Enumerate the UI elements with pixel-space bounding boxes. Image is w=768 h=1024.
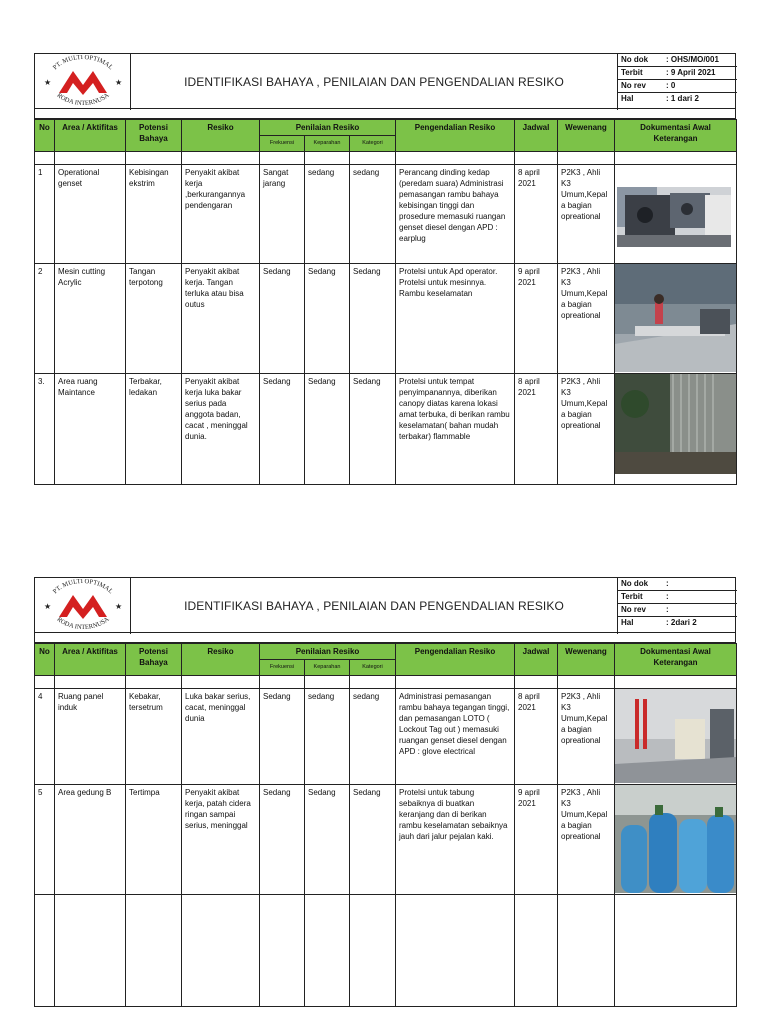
- form-header: [34, 577, 736, 633]
- table-row: 5 Area gedung B Tertimpa Penyakit akibat kerja, patah cidera ringan sampai serius, meninggal Sedang Sedang Sedang Protelsi untuk tabung sebaiknya di buatkan keranjang dan di berikan rambu keselamatan sebaiknya jauh dari jalur pejalan kaki. 9 april 2021 P2K3 , Ahli K3 Umum,Kepala bagian opreational: [35, 785, 737, 895]
- table-row: 2 Mesin cutting Acrylic Tangan terpotong Penyakit akibat kerja. Tangan terluka atau bisa outus Sedang Sedang Sedang Protelsi untuk Apd operator. Protelsi untuk mesinnya. Rambu keselamatan 9 april 2021 P2K3 , Ahli K3 Umum,Kepala bagian opreational: [35, 264, 737, 374]
- svg-text:RODA INTERNUSA: RODA INTERNUSA: [55, 615, 111, 632]
- table-row: 3. Area ruang Maintance Terbakar, ledakan Penyakit akibat kerja luka bakar serius pada anggota badan, cacat , meninggal dunia. Sedang Sedang Sedang Protelsi untuk tempat penyimpanannya, diberikan canopy diatas karena lokasi amat terbuka, di berikan rambu keselamatan( bahan mudah terbakar) flammable 8 april 2021 P2K3 , Ahli K3 Umum,Kepala bagian opreational: [35, 374, 737, 485]
- svg-text:RODA INTERNUSA: RODA INTERNUSA: [55, 91, 111, 108]
- svg-text:★: ★: [115, 602, 123, 611]
- table-row: 4 Ruang panel induk Kebakar, tersetrum Luka bakar serius, cacat, meninggal dunia Sedang sedang sedang Administrasi pemasangan rambu bahaya tegangan tinggi, dan pemasangan LOTO ( Lockout Tag out ) memasuki ruangan genset diesel dengan APD : glove electrical 8 april 2021 P2K3 , Ahli K3 Umum,Kepala bagian opreational: [35, 689, 737, 785]
- svg-text:★: ★: [115, 78, 123, 87]
- svg-text:★: ★: [44, 78, 52, 87]
- svg-text:PT. MULTI OPTIMAL: PT. MULTI OPTIMAL: [51, 55, 115, 72]
- gas-cylinders-photo: [615, 785, 737, 895]
- form-header: [34, 53, 736, 109]
- genset-room-photo: [615, 165, 737, 264]
- table-header-row: No Area / Aktifitas Potensi Bahaya Resiko Penilaian Resiko Pengendalian Resiko Jadwal Wewenang Dokumentasi Awal Keterangan: [35, 120, 737, 136]
- risk-table: No Area / Aktifitas Potensi Bahaya Resiko Penilaian Resiko Pengendalian Resiko Jadwal Wewenang Dokumentasi Awal Keterangan Frekuensi Keparahan Kategori 1 Operational genset Kebisingan ekstrim Penyakit akibat kerja ,berkurangannya pendengaran Sangat jarang sedang sedang Perancang dinding kedap (peredam suara) Administrasi pemasangan rambu bahaya kebisingan tinggi dan prosedure memasuki ruangan genset diesel dengan APD : earplug 8 april 2021 P2K3 , Ahli K3 Umum,Kepala bagian opreational 2 Mesin cutting Acrylic Tangan terpotong Penyakit akibat kerja. Tangan terluka atau bisa outus Sedang Sedang Sedang Protelsi untuk Apd operator. Protelsi untuk mesinnya. Rambu keselamatan 9 april 2021 P2K3 , Ahli K3 Umum,Kepala bagian opreational 3. Area ruang Maintance Terbakar, ledakan Penyakit akibat kerja luka bakar serius pada anggota badan, cacat , meninggal dunia. Sedang Sedang Sedang Protelsi untuk tempat penyimpanannya, diberikan canopy diatas karena lokasi amat terbuka, di berikan rambu keselamatan( bahan mudah terbakar) flammable 8 april 2021 P2K3 , Ahli K3 Umum,Kepala bagian opreational: [34, 119, 737, 485]
- maintenance-area-photo: [615, 374, 737, 485]
- table-row: 1 Operational genset Kebisingan ekstrim Penyakit akibat kerja ,berkurangannya pendengaran Sangat jarang sedang sedang Perancang dinding kedap (peredam suara) Administrasi pemasangan rambu bahaya kebisingan tinggi dan prosedure memasuki ruangan genset diesel dengan APD : earplug 8 april 2021 P2K3 , Ahli K3 Umum,Kepala bagian opreational: [35, 165, 737, 264]
- risk-table: No Area / Aktifitas Potensi Bahaya Resiko Penilaian Resiko Pengendalian Resiko Jadwal Wewenang Dokumentasi Awal Keterangan Frekuensi Keparahan Kategori 4 Ruang panel induk Kebakar, tersetrum Luka bakar serius, cacat, meninggal dunia Sedang sedang sedang Administrasi pemasangan rambu bahaya tegangan tinggi, dan pemasangan LOTO ( Lockout Tag out ) memasuki ruangan genset diesel dengan APD : glove electrical 8 april 2021 P2K3 , Ahli K3 Umum,Kepala bagian opreational 5 Area gedung B Tertimpa Penyakit akibat kerja, patah cidera ringan sampai serius, meninggal Sedang Sedang Sedang Protelsi untuk tabung sebaiknya di buatkan keranjang dan di berikan rambu keselamatan sebaiknya jauh dari jalur pejalan kaki. 9 april 2021 P2K3 , Ahli K3 Umum,Kepala bagian opreational: [34, 643, 737, 1007]
- panel-room-photo: [615, 689, 737, 785]
- document-meta: No dok : Terbit : No rev : Hal : 2dari 2: [617, 578, 737, 634]
- company-logo: [35, 578, 131, 634]
- document-title: IDENTIFIKASI BAHAYA , PENILAIAN DAN PENGENDALIAN RESIKO: [184, 75, 564, 89]
- document-meta: No dok : OHS/MO/001 Terbit : 9 April 2021 No rev : 0 Hal : 1 dari 2: [617, 54, 737, 110]
- document-title: IDENTIFIKASI BAHAYA , PENILAIAN DAN PENGENDALIAN RESIKO: [184, 599, 564, 613]
- svg-text:★: ★: [44, 602, 52, 611]
- svg-text:PT. MULTI OPTIMAL: PT. MULTI OPTIMAL: [51, 579, 115, 596]
- table-row: [35, 895, 737, 1007]
- table-header-row: No Area / Aktifitas Potensi Bahaya Resiko Penilaian Resiko Pengendalian Resiko Jadwal Wewenang Dokumentasi Awal Keterangan: [35, 644, 737, 660]
- company-logo: [35, 54, 131, 110]
- cutting-machine-photo: [615, 264, 737, 374]
